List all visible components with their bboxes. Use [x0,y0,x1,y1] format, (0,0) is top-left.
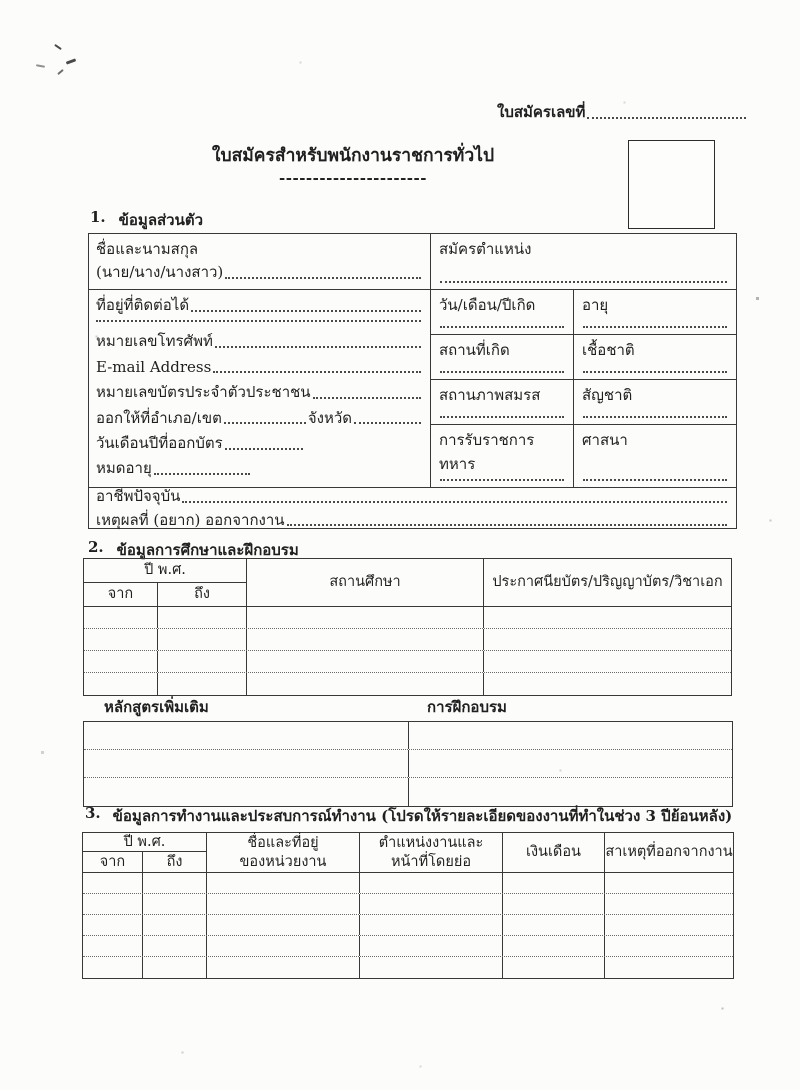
work-cell-employer[interactable] [207,894,360,914]
position-fill-line[interactable] [440,280,727,283]
extra-course-cell[interactable] [84,750,409,777]
work-cell-position[interactable] [360,915,503,935]
email-label: E-mail Address [96,357,212,376]
name-cell [89,234,430,290]
work-cell-salary[interactable] [503,873,605,893]
form-title: ใบสมัครสำหรับพนักงานราชการทั่วไป [211,146,495,166]
military-service-cell [431,425,574,487]
personal-info-right-column [431,234,736,487]
education-cell-certificate[interactable] [484,607,731,628]
training-table-row [84,722,732,750]
leave-reason-label: เหตุผลที่ (อยาก) ออกจากงาน [96,510,285,529]
education-to-header: ถึง [194,586,210,603]
occupation-label: อาชีพปัจจุบัน [96,487,181,505]
issue-date-fill-line[interactable] [225,447,303,450]
work-cell-to[interactable] [143,936,207,956]
work-position-header-line1: ตำแหน่งงานและ [378,834,484,851]
email-fill-line[interactable] [213,370,421,373]
applied-position-label: สมัครตำแหน่ง [439,240,532,258]
birthplace-fill-line[interactable] [440,370,564,373]
education-table-header [84,559,731,607]
work-cell-salary[interactable] [503,936,605,956]
religion-fill-line[interactable] [583,478,727,481]
dob-age-row [431,290,736,335]
pencil-scan-marks [30,38,100,83]
work-leave-reason-header: สาเหตุที่ออกจากงาน [605,844,733,861]
education-cell-certificate[interactable] [484,651,731,672]
education-cell-to[interactable] [158,629,247,650]
section3-title: ข้อมูลการทำงานและประสบการณ์ทำงาน [112,807,376,825]
education-table [83,558,732,696]
work-employer-header-line2: ของหน่วยงาน [239,853,327,870]
issued-at-label: ออกให้ที่อำเภอ/เขต [96,408,222,427]
section1-heading [90,208,203,232]
work-cell-salary[interactable] [503,957,605,978]
name-fill-line[interactable] [225,276,421,279]
leave-reason-fill-line[interactable] [287,523,727,526]
training-cell[interactable] [409,750,732,777]
expiry-label: หมดอายุ [96,459,152,478]
extra-course-cell[interactable] [84,778,409,806]
work-cell-employer[interactable] [207,936,360,956]
personal-info-main [89,234,736,488]
education-year-header-group [84,559,247,606]
education-table-row [84,673,731,695]
work-table-row [83,894,733,915]
name-label: ชื่อและนามสกุล [96,240,199,258]
work-table-row [83,873,733,894]
education-cell-certificate[interactable] [484,629,731,650]
personal-info-table [88,233,737,529]
education-cell-school[interactable] [247,607,484,628]
title-block [0,141,706,187]
dob-cell [431,290,574,334]
work-cell-employer[interactable] [207,915,360,935]
education-from-header: จาก [84,583,158,606]
race-label: เชื้อชาติ [582,341,635,359]
work-cell-reason[interactable] [605,894,733,914]
personal-info-left-column [89,234,431,487]
work-cell-from[interactable] [83,957,143,978]
work-cell-to[interactable] [143,915,207,935]
phone-label: หมายเลขโทรศัพท์ [96,332,213,351]
training-table-row [84,750,732,778]
marital-status-label: สถานภาพสมรส [439,386,541,404]
training-cell[interactable] [409,778,732,806]
nationality-label: สัญชาติ [582,386,633,404]
birthplace-cell [431,335,574,379]
address-label: ที่อยู่ที่ติดต่อได้ [96,296,190,314]
province-label: จังหวัด [307,408,353,427]
marital-status-fill-line[interactable] [440,415,564,418]
religion-label: ศาสนา [582,431,628,449]
application-number-label: ใบสมัครเลขที่ [497,103,586,121]
education-cell-to[interactable] [158,607,247,628]
address-fill-line-1[interactable] [191,309,421,312]
military-service-fill-line[interactable] [440,478,564,481]
work-cell-from[interactable] [83,936,143,956]
work-position-header [360,833,503,872]
education-cell-from[interactable] [84,629,158,650]
contact-id-cell [89,290,430,487]
occupation-cell [89,488,736,528]
religion-cell [574,425,736,487]
work-to-header: ถึง [166,853,183,870]
military-service-label: การรับราชการทหาร [439,431,535,473]
section1-title: ข้อมูลส่วนตัว [118,211,204,229]
education-year-header: ปี พ.ศ. [84,559,246,583]
application-number-line [497,101,748,124]
age-label: อายุ [582,296,609,314]
work-cell-reason[interactable] [605,957,733,978]
nationality-fill-line[interactable] [583,415,727,418]
education-cell-to[interactable] [158,651,247,672]
training-cell[interactable] [409,722,732,749]
work-cell-reason[interactable] [605,873,733,893]
work-cell-position[interactable] [360,957,503,978]
photo-box[interactable] [628,140,715,229]
work-salary-header: เงินเดือน [503,833,605,872]
work-cell-position[interactable] [360,936,503,956]
work-cell-position[interactable] [360,873,503,893]
education-table-row [84,607,731,629]
education-cell-school[interactable] [247,629,484,650]
work-position-header-line2: หน้าที่โดยย่อ [390,853,472,870]
title-divider: ---------------------- [279,169,427,187]
section3-number: 3. [85,804,101,822]
id-card-fill-line[interactable] [313,396,421,399]
work-table-row [83,957,733,978]
work-cell-salary[interactable] [503,915,605,935]
work-cell-employer[interactable] [207,873,360,893]
address-fill-line-2[interactable] [96,319,421,322]
age-cell [574,290,736,334]
work-table-row [83,915,733,936]
expiry-fill-line[interactable] [154,472,250,475]
education-cell-to[interactable] [158,673,247,695]
extra-course-label: หลักสูตรเพิ่มเติม [104,698,209,716]
work-experience-table [82,832,734,979]
occupation-fill-line[interactable] [182,500,727,503]
birthplace-label: สถานที่เกิด [439,341,510,359]
scan-speckles [0,0,1,1]
education-cell-school[interactable] [247,673,484,695]
section3-note: (โปรดให้รายละเอียดของงานที่ทำในช่วง 3 ปีย้อนหลัง) [381,807,733,825]
education-cell-from[interactable] [84,651,158,672]
issue-date-label: วันเดือนปีที่ออกบัตร [96,434,223,453]
education-cell-from[interactable] [84,673,158,695]
work-employer-header-line1: ชื่อและที่อยู่ [247,834,319,851]
marital-nationality-row [431,380,736,425]
age-fill-line[interactable] [583,325,727,328]
work-year-header-group [83,833,207,872]
dob-fill-line[interactable] [440,325,564,328]
work-cell-from[interactable] [83,915,143,935]
birthplace-race-row [431,335,736,380]
work-table-header [83,833,733,873]
education-cell-school[interactable] [247,651,484,672]
section2-number: 2. [88,538,104,556]
training-table-row [84,778,732,806]
section2-title: ข้อมูลการศึกษาและฝึกอบรม [116,541,299,559]
work-cell-position[interactable] [360,894,503,914]
phone-fill-line[interactable] [215,345,421,348]
work-cell-from[interactable] [83,873,143,893]
race-cell [574,335,736,379]
work-cell-employer[interactable] [207,957,360,978]
work-employer-header [207,833,360,872]
race-fill-line[interactable] [583,370,727,373]
work-cell-to[interactable] [143,894,207,914]
work-cell-salary[interactable] [503,894,605,914]
application-number-fill-line[interactable] [587,116,746,119]
work-cell-from[interactable] [83,894,143,914]
marital-status-cell [431,380,574,424]
education-school-header: สถานศึกษา [247,559,484,606]
work-cell-reason[interactable] [605,936,733,956]
education-cell-certificate[interactable] [484,673,731,695]
additional-courses-table [83,721,733,807]
work-from-header: จาก [83,852,143,872]
district-fill-line[interactable] [224,421,306,424]
section3-heading [85,804,732,828]
education-table-row [84,629,731,651]
nationality-cell [574,380,736,424]
education-cell-from[interactable] [84,607,158,628]
dob-label: วัน/เดือน/ปีเกิด [439,296,536,314]
work-cell-reason[interactable] [605,915,733,935]
section1-number: 1. [90,208,106,226]
extra-course-cell[interactable] [84,722,409,749]
work-cell-to[interactable] [143,957,207,978]
name-prefix-label: (นาย/นาง/นางสาว) [96,263,224,281]
province-fill-line[interactable] [354,421,421,424]
work-year-header: ปี พ.ศ. [83,833,206,852]
applied-position-cell [431,234,736,290]
id-card-label: หมายเลขบัตรประจำตัวประชาชน [96,383,311,402]
military-religion-row [431,425,736,487]
work-cell-to[interactable] [143,873,207,893]
work-table-row [83,936,733,957]
education-certificate-header: ประกาศนียบัตร/ปริญญาบัตร/วิชาเอก [492,574,723,591]
training-label: การฝึกอบรม [427,698,507,716]
education-table-row [84,651,731,673]
